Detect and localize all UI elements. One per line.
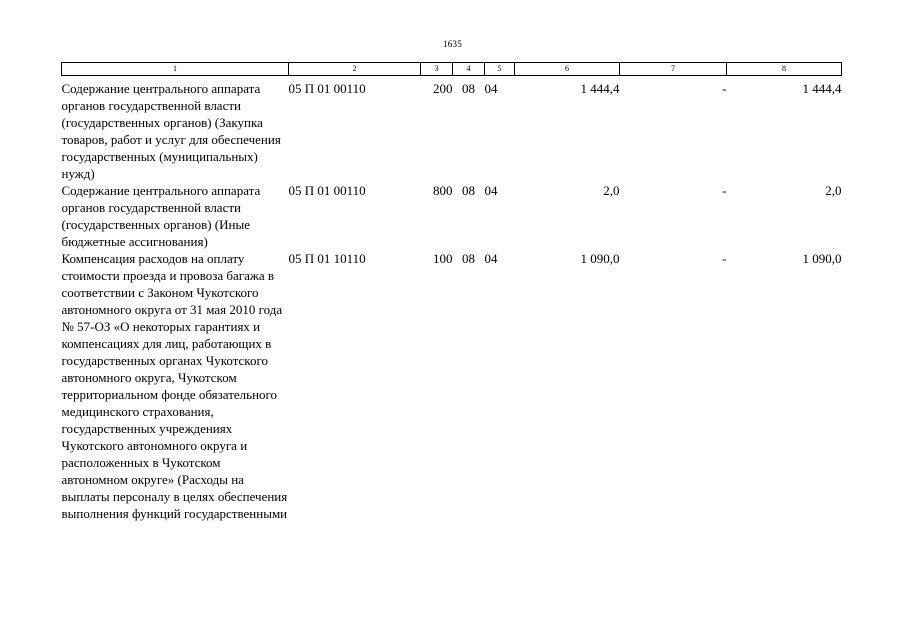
column-header: 8	[727, 63, 842, 76]
amount-value: 2,0	[603, 183, 620, 198]
target-article-code: 05 П 01 00110	[288, 81, 366, 96]
expense-description: Компенсация расходов на оплату стоимости проезда и провоза багажа в соответствии с Законом Чукотского автономного округа от 31 мая 2010 года № 57-ОЗ «О некоторых гарантиях и компенсациях для лиц, работающих в государственных органах Чукотского автономного округа, Чукотском территориальном фонде обязательного медицинского страхования, государственных учреждениях Чукотского автономного округа и расположенных в Чукотском автономном округе» (Расходы на выплаты персоналу в целях обеспечения выполнения функций государственными	[61, 251, 288, 521]
section-code: 08	[462, 251, 475, 266]
column-header: 2	[289, 63, 421, 76]
table-row	[62, 250, 842, 522]
table-row	[62, 182, 842, 250]
total-value: 2,0	[825, 183, 842, 198]
table-row	[62, 76, 842, 183]
subsection-code: 04	[484, 251, 498, 266]
total-value: 1 090,0	[802, 251, 842, 266]
change-value: -	[722, 183, 727, 198]
amount-value: 1 444,4	[580, 81, 620, 96]
column-header: 6	[515, 63, 620, 76]
target-article-code: 05 П 01 10110	[288, 251, 366, 266]
column-header: 3	[421, 63, 453, 76]
expense-type-code: 100	[433, 251, 453, 266]
expense-description: Содержание центрального аппарата органов государственной власти (государственных органов) (Закупка товаров, работ и услуг для обеспечения государственных (муниципальных) нужд)	[61, 81, 281, 181]
section-code: 08	[462, 183, 475, 198]
change-value: -	[722, 81, 727, 96]
column-header: 4	[453, 63, 485, 76]
target-article-code: 05 П 01 00110	[288, 183, 366, 198]
total-value: 1 444,4	[802, 81, 842, 96]
section-code: 08	[462, 81, 475, 96]
subsection-code: 04	[484, 183, 498, 198]
column-number-header	[62, 63, 842, 76]
column-header: 1	[62, 63, 289, 76]
page-number: 1635	[443, 39, 462, 49]
change-value: -	[722, 251, 727, 266]
column-header: 5	[485, 63, 515, 76]
expense-type-code: 200	[433, 81, 453, 96]
expense-description: Содержание центрального аппарата органов государственной власти (государственных органов) (Иные бюджетные ассигнования)	[61, 183, 261, 249]
budget-table	[61, 62, 842, 522]
expense-type-code: 800	[433, 183, 453, 198]
subsection-code: 04	[484, 81, 498, 96]
amount-value: 1 090,0	[580, 251, 620, 266]
column-header: 7	[620, 63, 727, 76]
